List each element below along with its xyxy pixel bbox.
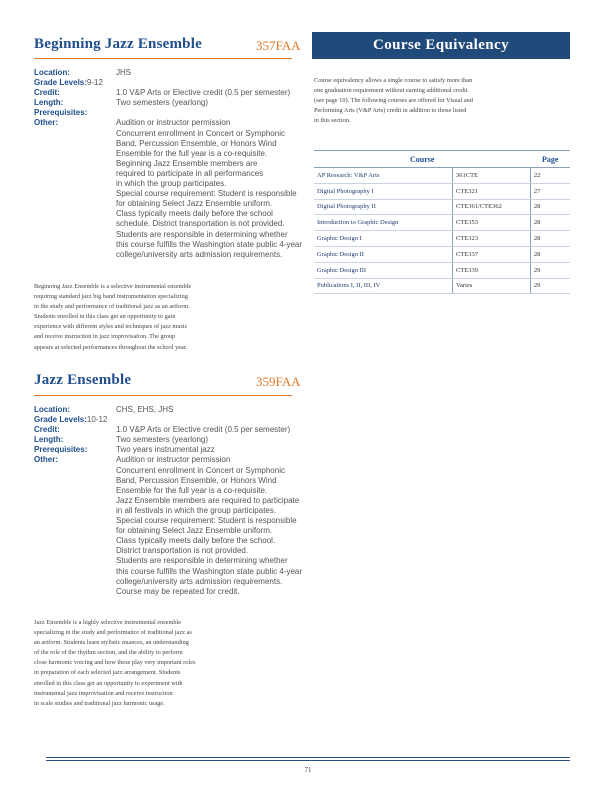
description-line: and receive instruction in jazz improvisation. The group <box>34 333 176 341</box>
course-code-cell: CTE361/CTE362 <box>453 199 531 215</box>
other-line: Class typically meets daily before the school <box>116 209 273 219</box>
other-line: Beginning Jazz Ensemble members are <box>116 158 258 168</box>
description-line: enrolled in this class get an opportunity to experiment with <box>34 679 183 687</box>
intro-line: Course equivalency allows a single course to satisfy more than <box>314 77 473 84</box>
equivalency-intro <box>314 76 570 126</box>
description-line: specializing in the study and performance of traditional jazz as <box>34 629 192 637</box>
table-row <box>314 278 570 294</box>
location-label: Location: <box>34 68 70 77</box>
other-line: college/university arts admission requirements. <box>116 576 283 586</box>
credit-label: Credit: <box>34 88 60 98</box>
description-line: Beginning Jazz Ensemble is a selective instrumental ensemble <box>34 283 192 290</box>
description-line: an artform. Students learn stylistic nuances, an understanding <box>34 639 189 647</box>
course1-other-row <box>34 118 304 259</box>
grade-levels-value: 10-12 <box>86 415 108 425</box>
course2-grade-row <box>34 415 304 425</box>
description-line: appears at selected performances throughout the school year. <box>34 343 188 351</box>
grade-levels-value: 9-12 <box>86 78 103 88</box>
footer-rule-bottom <box>46 760 570 761</box>
credit-label: Credit: <box>34 425 60 435</box>
course2-title: Jazz Ensemble <box>34 372 132 388</box>
other-line: Band, Percussion Ensemble, or Honors Wind <box>116 475 277 485</box>
description-line: instrumental jazz improvisation and receive instruction <box>34 689 173 697</box>
length-value: Two semesters (yearlong) <box>116 435 209 445</box>
other-line: Ensemble for the full year is a co-requisite. <box>116 148 268 158</box>
other-line: for obtaining Select Jazz Ensemble uniform. <box>116 526 273 536</box>
course-code-cell: CTE337 <box>453 246 531 262</box>
other-line: Class typically meets daily before the school. <box>116 536 276 546</box>
prerequisites-label: Prerequisites: <box>34 108 88 118</box>
intro-line: in this section. <box>314 117 351 125</box>
course1-title: Beginning Jazz Ensemble <box>34 36 202 52</box>
other-notes <box>116 118 304 259</box>
credit-value: 1.0 V&P Arts or Elective credit (0.5 per semester) <box>116 425 291 435</box>
table-row <box>314 262 570 278</box>
course1-code: 357FAA <box>256 38 301 53</box>
table-row <box>314 199 570 215</box>
location-value: JHS <box>116 68 132 77</box>
page-cell: 29 <box>530 262 570 278</box>
description-line: of the role of the rhythm section, and the ability to perform <box>34 649 183 657</box>
course-name-cell: Digital Photography I <box>314 183 453 199</box>
course-name-cell: Digital Photography II <box>314 199 453 215</box>
other-line: this course fulfills the Washington state public 4-year <box>116 566 303 576</box>
table-row <box>314 183 570 199</box>
page-column-header: Page <box>530 151 570 168</box>
other-line: Students are responsible in determining whether <box>116 556 288 566</box>
description-line: in preparation of each selected jazz arrangement. Students <box>34 669 181 677</box>
course-column-header: Course <box>314 151 530 168</box>
course-name-cell: AP Research: V&P Arts <box>314 168 453 184</box>
course1-description <box>34 282 304 353</box>
course-equivalency-banner: Course Equivalency <box>312 32 570 59</box>
course-code-cell: CTE323 <box>453 231 531 247</box>
other-line: Ensemble for the full year is a co-requisite. <box>116 485 268 495</box>
other-label: Other: <box>34 455 58 465</box>
other-line: Jazz Ensemble members are required to participate <box>116 495 300 505</box>
other-line: Students are responsible in determining whether <box>116 229 288 239</box>
course2-title-rule <box>34 395 292 396</box>
credit-value: 1.0 V&P Arts or Elective credit (0.5 per semester) <box>116 88 291 98</box>
page-cell: 28 <box>530 246 570 262</box>
other-line: Band, Percussion Ensemble, or Honors Wind <box>116 138 277 148</box>
course2-credit-row <box>34 425 304 435</box>
intro-line: Performing Arts (V&P Arts) credit in addition to those listed <box>314 107 467 115</box>
course1-grade-row <box>34 78 304 88</box>
course2-description <box>34 618 304 709</box>
length-label: Length: <box>34 435 64 445</box>
table-header-row <box>314 151 570 168</box>
course2-prereq-row <box>34 445 304 455</box>
description-line: requiring standard jazz big band instrumentation specializing <box>34 293 188 301</box>
course-code-cell: CTE339 <box>453 262 531 278</box>
course1-prereq-row <box>34 108 304 118</box>
location-value: CHS, EHS, JHS <box>116 405 174 414</box>
location-label: Location: <box>34 405 70 414</box>
other-line: in which the group participates. <box>116 179 227 189</box>
course2-code: 359FAA <box>256 374 301 389</box>
course-name-cell: Graphic Design I <box>314 231 453 247</box>
course2-location-row <box>34 405 304 415</box>
table-row <box>314 231 570 247</box>
table-row <box>314 215 570 231</box>
page-cell: 28 <box>530 199 570 215</box>
description-line: Jazz Ensemble is a highly selective instrumental ensemble <box>34 619 182 626</box>
course-code-cell: 361CTE <box>453 168 531 184</box>
table-row <box>314 246 570 262</box>
other-label: Other: <box>34 118 58 128</box>
footer-rule-top <box>46 757 570 758</box>
other-line: Special course requirement: Student is responsible <box>116 516 297 526</box>
other-line: college/university arts admission requirements. <box>116 249 283 259</box>
other-line: for obtaining Select Jazz Ensemble uniform. <box>116 199 273 209</box>
other-line: Audition or instructor permission <box>116 118 231 128</box>
course1-credit-row <box>34 88 304 98</box>
page-cell: 28 <box>530 215 570 231</box>
course-name-cell: Graphic Design III <box>314 262 453 278</box>
other-line: in all festivals in which the group participates. <box>116 505 277 515</box>
page-number: 71 <box>304 766 312 774</box>
course1-location-row <box>34 68 304 78</box>
intro-line: (see page 10). The following courses are offered for Visual and <box>314 97 473 105</box>
other-line: Concurrent enrollment in Concert or Symphonic <box>116 465 285 475</box>
equivalency-table <box>314 150 570 294</box>
description-line: in the study and performance of traditional jazz as an artform. <box>34 303 190 311</box>
other-line: Special course requirement: Student is responsible <box>116 189 297 199</box>
description-line: in scale studies and traditional jazz harmonic usage. <box>34 699 165 707</box>
description-line: Students enrolled in this class get an opportunity to gain <box>34 313 176 321</box>
grade-levels-label: Grade Levels: <box>34 78 87 88</box>
course1-details <box>34 68 304 260</box>
course-name-cell: Introduction to Graphic Design <box>314 215 453 231</box>
description-line: close harmonic voicing and how these play very important roles <box>34 659 196 667</box>
course2-other-row <box>34 455 304 596</box>
other-line: schedule. District transportation is not provided. <box>116 219 285 229</box>
grade-levels-label: Grade Levels: <box>34 415 87 425</box>
prerequisites-value <box>116 108 304 118</box>
course-name-cell: Publications I, II, III, IV <box>314 278 453 294</box>
description-line: experience with different styles and techniques of jazz music <box>34 323 188 331</box>
prerequisites-label: Prerequisites: <box>34 445 88 455</box>
course1-length-row <box>34 98 304 108</box>
course2-length-row <box>34 435 304 445</box>
length-value: Two semesters (yearlong) <box>116 98 209 108</box>
other-line: District transportation is not provided. <box>116 546 249 556</box>
intro-line: one graduation requirement without earning additional credit <box>314 87 468 95</box>
length-label: Length: <box>34 98 64 108</box>
course1-title-rule <box>34 58 292 59</box>
other-line: Course may be repeated for credit. <box>116 586 240 596</box>
page-cell: 22 <box>530 168 570 184</box>
other-line: Audition or instructor permission <box>116 455 231 465</box>
course-name-cell: Graphic Design II <box>314 246 453 262</box>
table-row <box>314 168 570 184</box>
course-code-cell: Varies <box>453 278 531 294</box>
course2-details <box>34 405 304 597</box>
course-code-cell: CTE321 <box>453 183 531 199</box>
other-notes <box>116 455 304 596</box>
page-cell: 28 <box>530 231 570 247</box>
prerequisites-value: Two years instrumental jazz <box>116 445 215 455</box>
other-line: Concurrent enrollment in Concert or Symphonic <box>116 128 285 138</box>
page-cell: 27 <box>530 183 570 199</box>
course-code-cell: CTE353 <box>453 215 531 231</box>
page-cell: 29 <box>530 278 570 294</box>
other-line: this course fulfills the Washington state public 4-year <box>116 239 303 249</box>
other-line: required to participate in all performances <box>116 168 264 178</box>
